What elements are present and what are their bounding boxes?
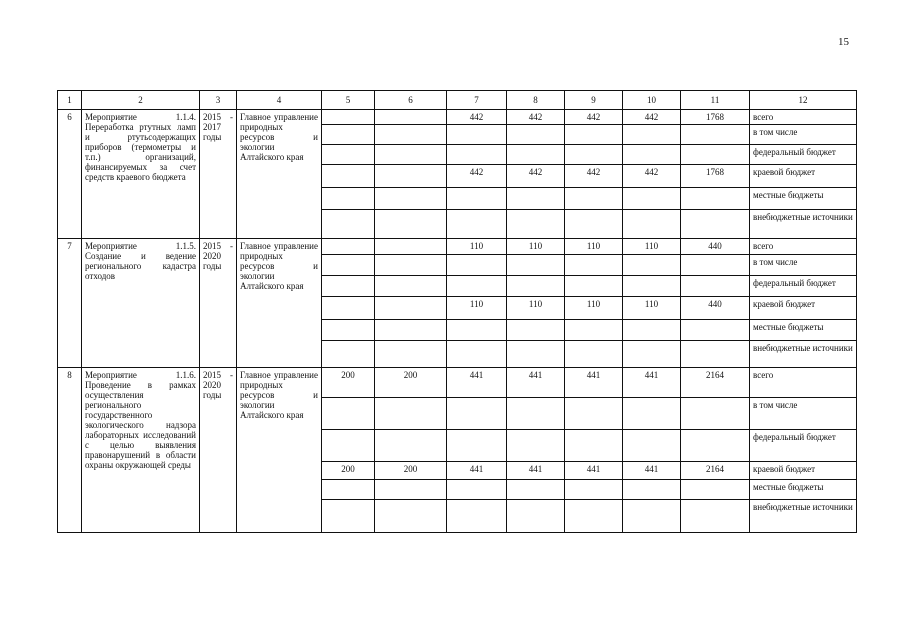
value-cell: 110 [623, 239, 681, 255]
value-cell [322, 188, 375, 210]
value-cell: 110 [565, 297, 623, 320]
value-cell [447, 398, 507, 430]
header-cell: 10 [623, 91, 681, 110]
funding-source: местные бюджеты [750, 480, 857, 500]
value-cell [565, 480, 623, 500]
value-cell [375, 255, 447, 276]
period: 2015 - 2017 годы [200, 110, 237, 239]
header-row [58, 91, 857, 110]
value-cell [623, 341, 681, 368]
value-cell: 442 [565, 110, 623, 125]
value-cell [507, 480, 565, 500]
value-cell: 110 [565, 239, 623, 255]
value-cell: 2164 [681, 368, 750, 398]
value-cell [507, 145, 565, 165]
budget-table [57, 90, 857, 533]
value-cell: 441 [447, 368, 507, 398]
header-cell: 3 [200, 91, 237, 110]
value-cell [322, 500, 375, 533]
value-cell [375, 430, 447, 462]
value-cell: 441 [565, 368, 623, 398]
funding-source: краевой бюджет [750, 297, 857, 320]
header-cell: 11 [681, 91, 750, 110]
value-cell: 442 [447, 165, 507, 188]
value-cell [375, 145, 447, 165]
value-cell [447, 125, 507, 145]
funding-source: местные бюджеты [750, 188, 857, 210]
value-cell: 441 [565, 462, 623, 480]
value-cell [681, 480, 750, 500]
value-cell: 200 [322, 462, 375, 480]
value-cell: 1768 [681, 165, 750, 188]
value-cell [507, 341, 565, 368]
header-cell: 2 [82, 91, 200, 110]
value-cell: 440 [681, 239, 750, 255]
value-cell: 442 [623, 110, 681, 125]
value-cell [322, 320, 375, 341]
value-cell [322, 480, 375, 500]
period: 2015 - 2020 годы [200, 239, 237, 368]
value-cell: 110 [447, 297, 507, 320]
value-cell [507, 398, 565, 430]
measure-name: Мероприятие 1.1.5. Создание и ведение регионального кадастра отходов [82, 239, 200, 368]
value-cell: 1768 [681, 110, 750, 125]
value-cell [623, 500, 681, 533]
value-cell [375, 110, 447, 125]
value-cell [681, 210, 750, 239]
value-cell [375, 188, 447, 210]
value-cell [322, 398, 375, 430]
value-cell [623, 125, 681, 145]
value-cell [565, 320, 623, 341]
value-cell [507, 210, 565, 239]
value-cell: 440 [681, 297, 750, 320]
funding-source: внебюджетные источники [750, 341, 857, 368]
page-number: 15 [838, 36, 849, 48]
value-cell [447, 341, 507, 368]
value-cell [623, 398, 681, 430]
value-cell [507, 255, 565, 276]
value-cell [322, 145, 375, 165]
value-cell: 441 [507, 368, 565, 398]
value-cell: 442 [447, 110, 507, 125]
header-cell: 7 [447, 91, 507, 110]
value-cell [681, 145, 750, 165]
value-cell [681, 341, 750, 368]
value-cell: 200 [375, 462, 447, 480]
value-cell [375, 125, 447, 145]
value-cell [681, 430, 750, 462]
measure-name: Мероприятие 1.1.6. Проведение в рамках осуществления регионального государственного экологического надзора лабораторных исследований с целью выявления правонарушений в области охраны окружающей среды [82, 368, 200, 533]
funding-source: краевой бюджет [750, 165, 857, 188]
value-cell [447, 276, 507, 297]
value-cell: 110 [623, 297, 681, 320]
value-cell: 441 [507, 462, 565, 480]
funding-source: краевой бюджет [750, 462, 857, 480]
value-cell [681, 398, 750, 430]
value-cell [565, 430, 623, 462]
funding-source: местные бюджеты [750, 320, 857, 341]
row-number: 7 [58, 239, 82, 368]
value-cell [507, 320, 565, 341]
value-cell: 110 [507, 297, 565, 320]
value-cell [375, 480, 447, 500]
funding-source: всего [750, 368, 857, 398]
value-cell [375, 239, 447, 255]
executor: Главное управление природных ресурсов и экологии Алтайского края [237, 368, 322, 533]
value-cell [447, 500, 507, 533]
row-number: 8 [58, 368, 82, 533]
value-cell [507, 276, 565, 297]
funding-source: всего [750, 110, 857, 125]
value-cell [375, 500, 447, 533]
value-cell [447, 145, 507, 165]
funding-source: федеральный бюджет [750, 145, 857, 165]
value-cell [322, 239, 375, 255]
value-cell: 442 [507, 165, 565, 188]
value-cell [565, 276, 623, 297]
value-cell: 200 [322, 368, 375, 398]
header-cell: 5 [322, 91, 375, 110]
funding-source: внебюджетные источники [750, 210, 857, 239]
value-cell [322, 255, 375, 276]
value-cell [623, 430, 681, 462]
value-cell [565, 125, 623, 145]
value-cell [681, 188, 750, 210]
value-cell: 110 [507, 239, 565, 255]
value-cell [623, 188, 681, 210]
value-cell: 2164 [681, 462, 750, 480]
funding-source: федеральный бюджет [750, 430, 857, 462]
funding-source: федеральный бюджет [750, 276, 857, 297]
value-cell [322, 276, 375, 297]
funding-source: в том числе [750, 125, 857, 145]
value-cell: 442 [507, 110, 565, 125]
value-cell [447, 430, 507, 462]
value-cell: 442 [565, 165, 623, 188]
value-cell [565, 210, 623, 239]
value-cell [565, 398, 623, 430]
value-cell: 441 [623, 368, 681, 398]
measure-name: Мероприятие 1.1.4. Переработка ртутных ламп и ртутьсодержащих приборов (термометры и т.п.) организаций, финансируемых за счет средств краевого бюджета [82, 110, 200, 239]
value-cell [623, 210, 681, 239]
value-cell [681, 500, 750, 533]
header-cell: 8 [507, 91, 565, 110]
value-cell [447, 210, 507, 239]
value-cell [375, 276, 447, 297]
value-cell [375, 297, 447, 320]
header-cell: 6 [375, 91, 447, 110]
value-cell [623, 276, 681, 297]
value-cell [322, 341, 375, 368]
value-cell: 441 [447, 462, 507, 480]
value-cell [322, 430, 375, 462]
value-cell [565, 500, 623, 533]
value-cell [322, 165, 375, 188]
value-cell [623, 480, 681, 500]
funding-source: внебюджетные источники [750, 500, 857, 533]
value-cell [447, 255, 507, 276]
header-cell: 12 [750, 91, 857, 110]
funding-source: в том числе [750, 255, 857, 276]
value-cell [375, 341, 447, 368]
value-cell [565, 145, 623, 165]
value-cell [681, 320, 750, 341]
value-cell [623, 145, 681, 165]
value-cell [322, 210, 375, 239]
value-cell [375, 398, 447, 430]
value-cell [507, 188, 565, 210]
value-cell: 200 [375, 368, 447, 398]
value-cell [565, 188, 623, 210]
table-row [58, 110, 857, 125]
value-cell [681, 276, 750, 297]
value-cell [681, 125, 750, 145]
header-cell: 9 [565, 91, 623, 110]
value-cell: 442 [623, 165, 681, 188]
executor: Главное управление природных ресурсов и экологии Алтайского края [237, 239, 322, 368]
period: 2015 - 2020 годы [200, 368, 237, 533]
value-cell [623, 320, 681, 341]
value-cell [447, 188, 507, 210]
value-cell: 110 [447, 239, 507, 255]
value-cell [322, 297, 375, 320]
value-cell [507, 500, 565, 533]
value-cell [447, 480, 507, 500]
value-cell [565, 255, 623, 276]
row-number: 6 [58, 110, 82, 239]
value-cell [507, 430, 565, 462]
value-cell [375, 210, 447, 239]
header-cell: 1 [58, 91, 82, 110]
header-cell: 4 [237, 91, 322, 110]
value-cell [375, 320, 447, 341]
value-cell [507, 125, 565, 145]
value-cell [623, 255, 681, 276]
value-cell [322, 125, 375, 145]
value-cell [447, 320, 507, 341]
executor: Главное управление природных ресурсов и экологии Алтайского края [237, 110, 322, 239]
funding-source: всего [750, 239, 857, 255]
table-row [58, 368, 857, 398]
value-cell [322, 110, 375, 125]
funding-source: в том числе [750, 398, 857, 430]
table-row [58, 239, 857, 255]
value-cell [375, 165, 447, 188]
value-cell: 441 [623, 462, 681, 480]
value-cell [681, 255, 750, 276]
value-cell [565, 341, 623, 368]
